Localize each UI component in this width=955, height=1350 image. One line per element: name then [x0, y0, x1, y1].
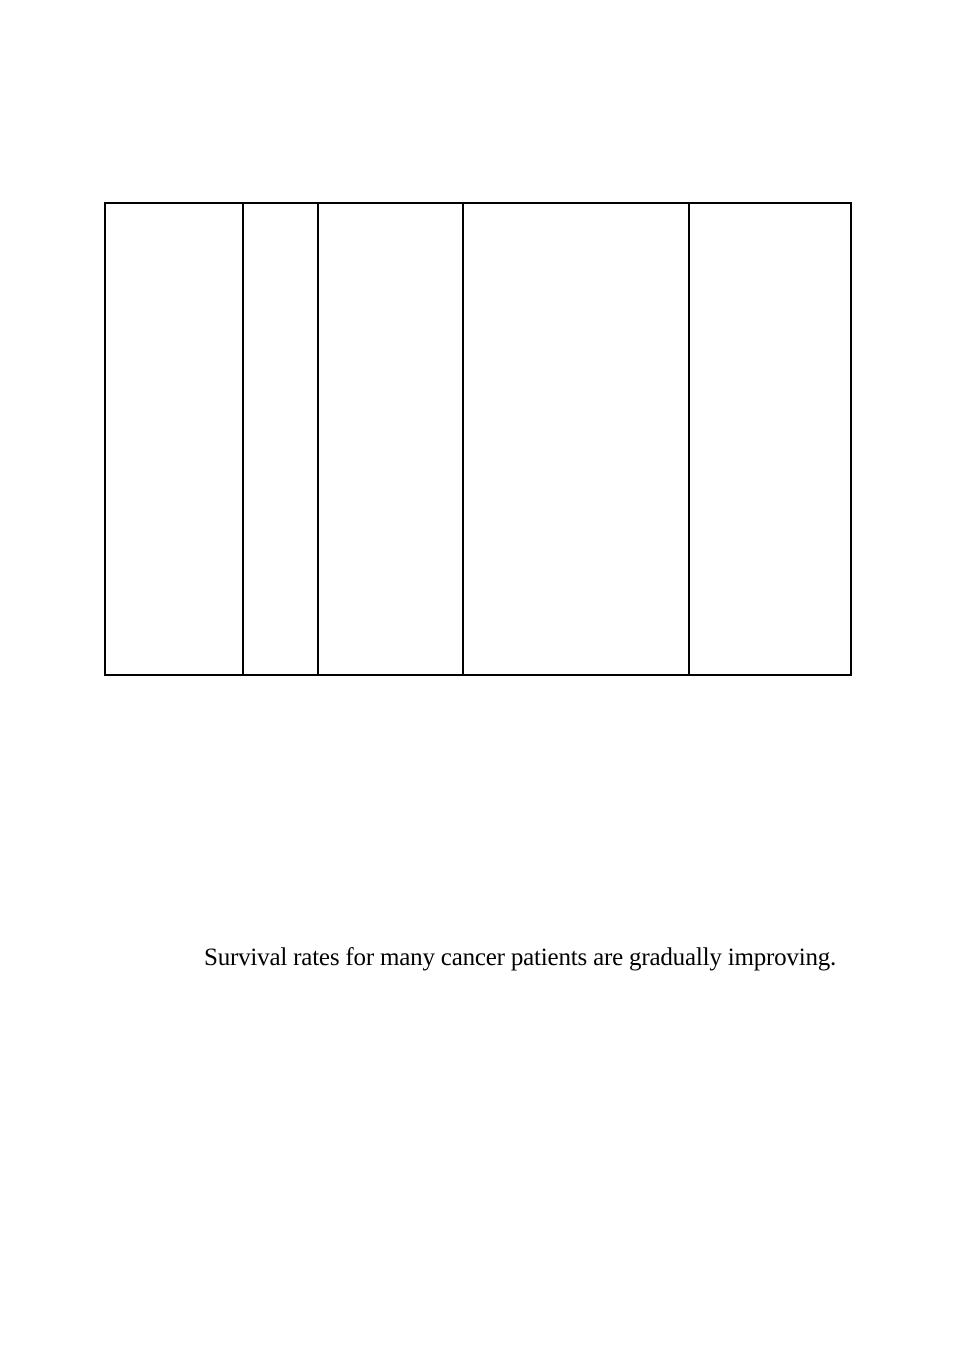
table-cell-1	[105, 203, 243, 675]
table-cell-5	[689, 203, 851, 675]
table-cell-3	[318, 203, 463, 675]
table-cell-4	[463, 203, 689, 675]
table-row	[105, 203, 851, 675]
table-cell-2	[243, 203, 318, 675]
body-text: Survival rates for many cancer patients are gradually improving.	[204, 944, 837, 971]
empty-table	[104, 202, 852, 676]
